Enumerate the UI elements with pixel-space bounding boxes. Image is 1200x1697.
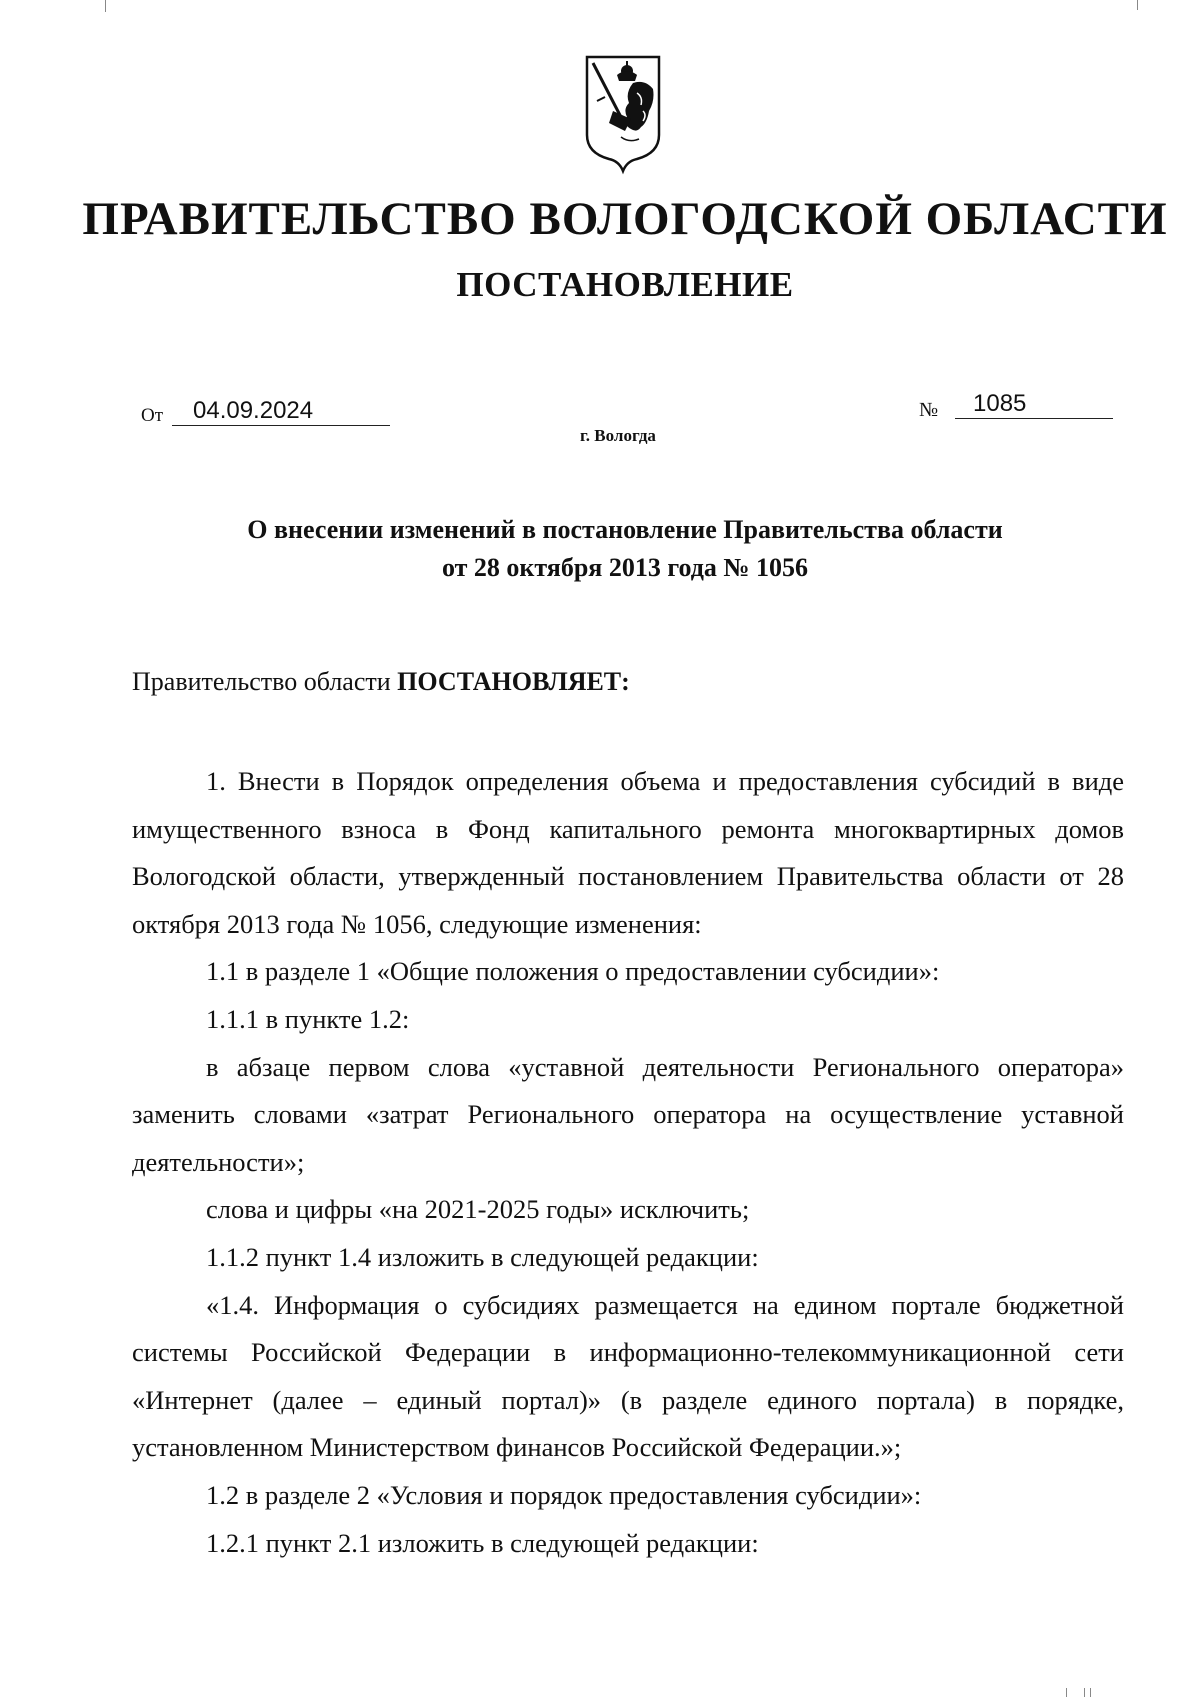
paragraph: 1.2 в разделе 2 «Условия и порядок предоставления субсидии»: <box>206 1479 922 1510</box>
paragraph: 1. Внести в Порядок определения объема и предоставления субсидий в виде имущественного взноса в Фонд капитального ремонта многоквартирных домов Вологодской области, утвержденный постановлением Правительства области от 28 октября 2013 года № 1056, следующие изменения: <box>132 766 1124 939</box>
government-title: ПРАВИТЕЛЬСТВО ВОЛОГОДСКОЙ ОБЛАСТИ <box>82 193 1168 245</box>
scan-artifact <box>1066 1688 1067 1697</box>
paragraph: в абзаце первом слова «уставной деятельности Регионального оператора» заменить словами «затрат Регионального оператора на осуществление уставной деятельности»; <box>132 1051 1124 1177</box>
decree-prefix: Правительство области <box>132 667 398 696</box>
scan-artifact <box>105 0 106 12</box>
coat-of-arms-icon <box>583 53 663 175</box>
paragraph: «1.4. Информация о субсидиях размещается на едином портале бюджетной системы Российской Федерации в информационно-телекоммуникационной сети «Интернет (далее – единый портал)» (в разделе единого портала) в порядке, установленном Министерством финансов Российской Федерации.»; <box>132 1289 1124 1463</box>
decree-statement <box>132 667 630 697</box>
date-prefix: От <box>141 405 164 426</box>
document-number: 1085 <box>973 390 1027 417</box>
heading-line-2: от 28 октября 2013 года № 1056 <box>441 553 809 582</box>
document-type: ПОСТАНОВЛЕНИЕ <box>456 265 794 304</box>
document-heading <box>0 511 1200 587</box>
heading-line-1: О внесении изменений в постановление Правительства области <box>247 515 1003 544</box>
paragraph: слова и цифры «на 2021-2025 годы» исключить; <box>206 1194 750 1225</box>
number-prefix: № <box>919 399 939 421</box>
paragraph: 1.1 в разделе 1 «Общие положения о предоставлении субсидии»: <box>206 956 940 987</box>
paragraph: 1.2.1 пункт 2.1 изложить в следующей редакции: <box>206 1527 759 1558</box>
paragraph: 1.1.1 в пункте 1.2: <box>206 1003 410 1034</box>
document-body <box>132 758 1124 1567</box>
document-date: 04.09.2024 <box>193 397 314 424</box>
scan-artifact <box>1084 1688 1085 1697</box>
decree-keyword: ПОСТАНОВЛЯЕТ: <box>397 667 630 696</box>
paragraph: 1.1.2 пункт 1.4 изложить в следующей редакции: <box>206 1241 759 1272</box>
city-name: г. Вологда <box>580 426 656 445</box>
scan-artifact <box>1090 1688 1091 1697</box>
scan-artifact <box>1137 0 1138 10</box>
